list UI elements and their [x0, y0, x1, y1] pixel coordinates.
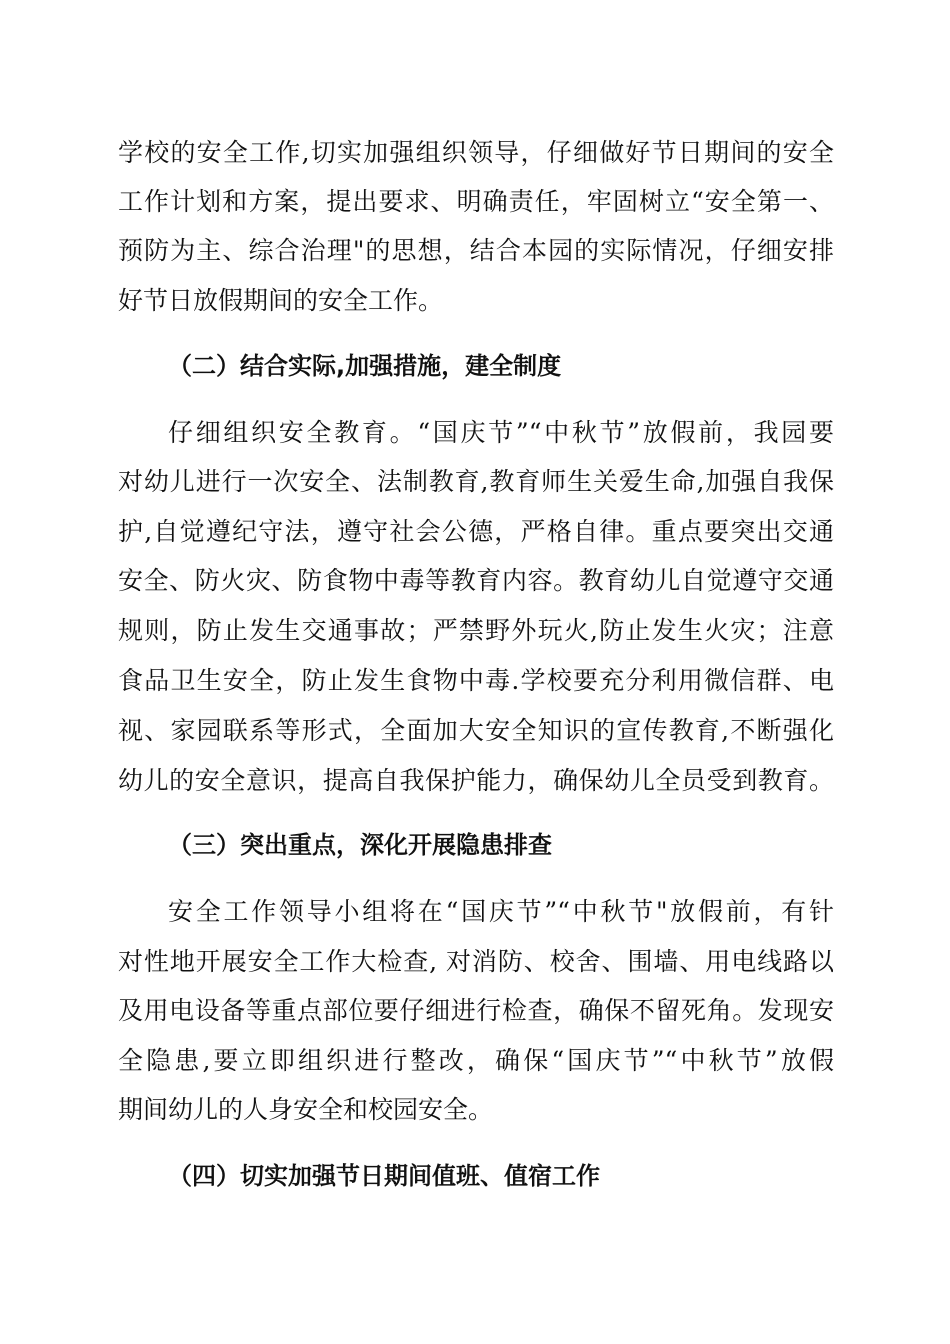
- section-heading-2: （二）结合实际,加强措施，建全制度: [168, 352, 562, 380]
- paragraph-2-line-4: 安全、防火灾、防食物中毒等教育内容。教育幼儿自觉遵守交通: [118, 566, 834, 595]
- paragraph-2-line-3: 护,自觉遵纪守法，遵守社会公德，严格自律。重点要突出交通: [118, 517, 834, 546]
- paragraph-3-line-4: 全隐患,要立即组织进行整改，确保“国庆节”“中秋节”放假: [118, 1046, 834, 1075]
- paragraph-2-line-1: 仔细组织安全教育。“国庆节”“中秋节”放假前，我园要: [168, 418, 834, 447]
- paragraph-1-line-4: 好节日放假期间的安全工作。: [118, 286, 444, 315]
- section-heading-4: （四）切实加强节日期间值班、值宿工作: [168, 1162, 600, 1190]
- paragraph-3-line-2: 对性地开展安全工作大检查, 对消防、校舍、围墙、用电线路以: [118, 947, 834, 976]
- paragraph-3-line-1: 安全工作领导小组将在“国庆节”“中秋节"放假前，有针: [168, 897, 834, 926]
- paragraph-1-line-2: 工作计划和方案，提出要求、明确责任，牢固树立“安全第一、: [118, 187, 834, 216]
- paragraph-1-line-3: 预防为主、综合治理"的思想，结合本园的实际情况，仔细安排: [118, 236, 834, 265]
- paragraph-2-line-6: 食品卫生安全，防止发生食物中毒.学校要充分利用微信群、电: [118, 666, 834, 695]
- paragraph-2-line-2: 对幼儿进行一次安全、法制教育,教育师生关爱生命,加强自我保: [118, 467, 834, 496]
- section-heading-3: （三）突出重点，深化开展隐患排查: [168, 831, 552, 859]
- paragraph-3-line-5: 期间幼儿的人身安全和校园安全。: [118, 1095, 494, 1124]
- paragraph-2-line-5: 规则，防止发生交通事故；严禁野外玩火,防止发生火灾；注意: [118, 616, 834, 645]
- paragraph-3-line-3: 及用电设备等重点部位要仔细进行检查，确保不留死角。发现安: [118, 996, 834, 1025]
- paragraph-2-line-8: 幼儿的安全意识，提高自我保护能力，确保幼儿全员受到教育。: [118, 766, 834, 795]
- paragraph-2-line-7: 视、家园联系等形式，全面加大安全知识的宣传教育,不断强化: [118, 716, 834, 745]
- paragraph-1-line-1: 学校的安全工作,切实加强组织领导，仔细做好节日期间的安全: [118, 138, 834, 167]
